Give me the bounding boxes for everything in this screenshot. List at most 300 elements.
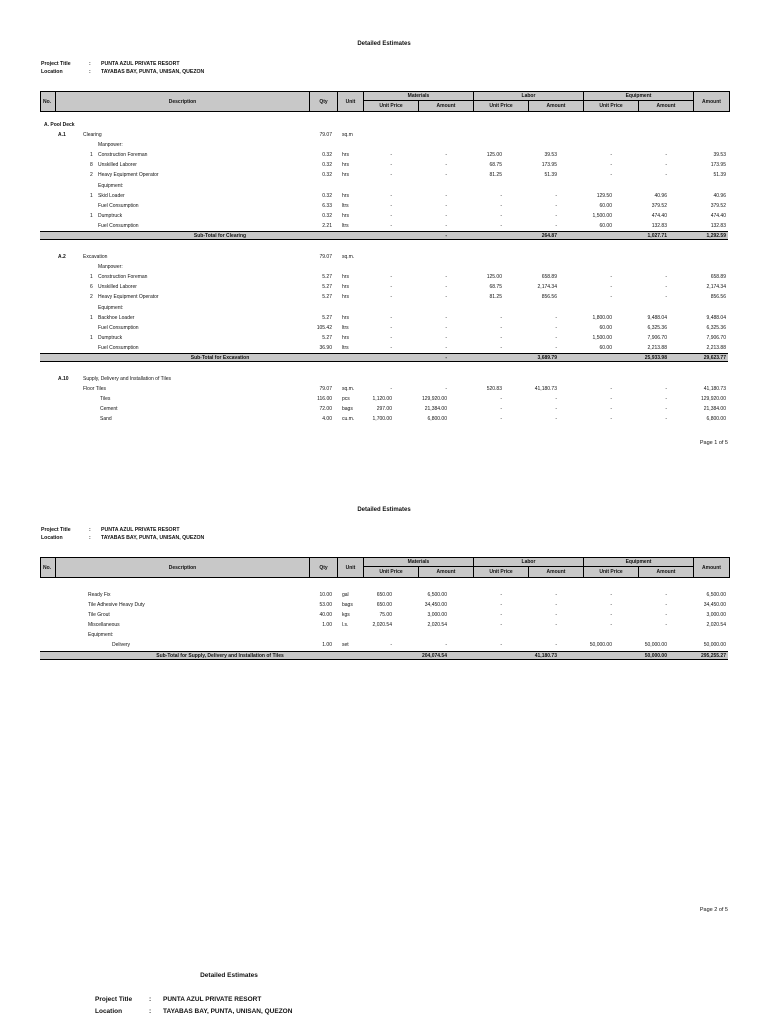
subtotal-la: 41,180.73 xyxy=(534,652,557,659)
header-materials: Materials xyxy=(363,558,473,567)
header-materials: Materials xyxy=(363,92,473,101)
cell-am: 856.56 xyxy=(710,294,726,301)
subtotal-ma: - xyxy=(445,233,447,240)
table-header xyxy=(40,91,730,112)
table-row xyxy=(40,384,728,394)
subtotal-ma: - xyxy=(445,354,447,361)
subtotal-row xyxy=(40,231,728,240)
header-amount: Amount xyxy=(693,558,729,577)
cell-mu: - xyxy=(390,324,392,331)
table-row xyxy=(40,313,728,323)
table-row xyxy=(40,272,728,282)
cell-ea: - xyxy=(665,152,667,159)
cell-mu: - xyxy=(390,172,392,179)
cell-la: - xyxy=(555,314,557,321)
cell-lu: - xyxy=(500,344,502,351)
cell-unit: ltrs xyxy=(342,324,349,331)
cell-qty: 5.27 xyxy=(322,284,332,291)
cell-qty: 10.00 xyxy=(319,592,332,598)
cell-lu: - xyxy=(500,222,502,229)
subtotal-ea: 25,933.98 xyxy=(644,354,667,361)
table-row xyxy=(40,262,728,272)
table-row xyxy=(40,170,728,180)
cell-la: - xyxy=(555,622,557,629)
cell-lu: 520.83 xyxy=(486,386,502,393)
cell-eu: - xyxy=(610,416,612,423)
row-count: 6 xyxy=(90,284,93,291)
cell-eu: 1,500.00 xyxy=(592,334,612,341)
cell-qty: 72.00 xyxy=(319,406,332,413)
row-description: Tiles xyxy=(100,396,111,403)
item-heading-row xyxy=(40,374,728,384)
item-code: A.2 xyxy=(58,254,66,261)
item-qty: 79.07 xyxy=(319,132,332,139)
cell-ea: - xyxy=(665,406,667,413)
cell-lu: 125.00 xyxy=(486,274,502,281)
cell-ma: - xyxy=(445,222,447,229)
cell-unit: hrs xyxy=(342,162,349,169)
cell-unit: cu.m. xyxy=(342,416,355,423)
cell-unit: bags xyxy=(342,406,353,413)
subtotal-label: Sub-Total for Supply, Delivery and Installation of Tiles xyxy=(156,652,284,659)
header-labor-amount: Amount xyxy=(528,101,583,111)
cell-eu: 1,800.00 xyxy=(592,314,612,321)
cell-qty: 105.42 xyxy=(316,324,332,331)
cell-unit: kgs xyxy=(342,612,350,619)
cell-unit: hrs xyxy=(342,334,349,341)
header-unit: Unit xyxy=(337,92,363,111)
header-labor-unit-price: Unit Price xyxy=(473,101,528,111)
row-description: Heavy Equipment Operator xyxy=(98,294,159,301)
row-description: Backhoe Loader xyxy=(98,314,135,321)
section-heading xyxy=(40,120,728,130)
table-row xyxy=(40,333,728,343)
cell-ma: - xyxy=(445,202,447,209)
cell-la: 39.53 xyxy=(544,152,557,159)
cell-ma: - xyxy=(445,274,447,281)
row-description: Manpower: xyxy=(98,142,123,149)
cell-am: 7,906.70 xyxy=(706,334,726,341)
cell-am: 6,500.00 xyxy=(706,592,726,598)
cell-am: 474.40 xyxy=(710,212,726,219)
cell-mu: - xyxy=(390,152,392,159)
row-description: Heavy Equipment Operator xyxy=(98,172,159,179)
cell-eu: 50,000.00 xyxy=(589,642,612,649)
cell-mu: 650.00 xyxy=(376,602,392,609)
cell-ma: 129,920.00 xyxy=(421,396,447,403)
row-description: Manpower: xyxy=(98,264,123,271)
cell-am: 379.52 xyxy=(710,202,726,209)
subtotal-la: 3,689.79 xyxy=(537,354,557,361)
cell-mu: - xyxy=(390,344,392,351)
cell-lu: - xyxy=(500,192,502,199)
row-description: Equipment: xyxy=(98,182,124,189)
cell-ma: - xyxy=(445,344,447,351)
cell-ma: - xyxy=(445,152,447,159)
table-row xyxy=(40,394,728,404)
header-no: No. xyxy=(43,564,52,571)
table-row xyxy=(40,303,728,313)
cell-eu: - xyxy=(610,274,612,281)
row-description: Fuel Consumption xyxy=(98,202,139,209)
cell-la: - xyxy=(555,416,557,423)
cell-qty: 5.27 xyxy=(322,334,332,341)
cell-la: - xyxy=(555,396,557,403)
row-description: Dumptruck xyxy=(98,334,123,341)
subtotal-ea: 50,000.00 xyxy=(644,652,667,659)
cell-ea: 2,213.88 xyxy=(647,344,667,351)
header-materials-amount: Amount xyxy=(418,567,473,577)
cell-mu: - xyxy=(390,202,392,209)
cell-unit: ltrs xyxy=(342,222,349,229)
cell-la: - xyxy=(555,612,557,619)
cell-unit: gal xyxy=(342,592,349,598)
cell-am: 132.83 xyxy=(710,222,726,229)
cell-la: - xyxy=(555,602,557,609)
cell-ma: - xyxy=(445,314,447,321)
table-row xyxy=(40,160,728,170)
table-row xyxy=(40,620,728,630)
cell-unit: sq.m. xyxy=(342,386,355,393)
cell-lu: - xyxy=(500,416,502,423)
cell-mu: - xyxy=(390,274,392,281)
cell-ea: - xyxy=(665,592,667,598)
cell-ea: 7,906.70 xyxy=(647,334,667,341)
item-qty: 79.07 xyxy=(319,254,332,261)
cell-lu: 68.75 xyxy=(489,162,502,169)
cell-la: - xyxy=(555,344,557,351)
cell-eu: - xyxy=(610,396,612,403)
header-equipment-unit-price: Unit Price xyxy=(583,101,638,111)
row-description: Unskilled Laborer xyxy=(98,162,137,169)
row-description: Tile Grout xyxy=(88,612,110,619)
row-count: 1 xyxy=(90,314,93,321)
cell-am: 40.96 xyxy=(713,192,726,199)
cell-unit: set xyxy=(342,642,349,649)
cell-mu: 2,020.54 xyxy=(372,622,392,629)
page-1 xyxy=(0,0,768,480)
table-row xyxy=(40,414,728,424)
cell-am: 3,000.00 xyxy=(706,612,726,619)
table-row xyxy=(40,404,728,414)
subtotal-am: 1,292.59 xyxy=(706,233,726,240)
cell-qty: 0.32 xyxy=(322,212,332,219)
row-count: 2 xyxy=(90,172,93,179)
row-count: 1 xyxy=(90,274,93,281)
cell-ea: - xyxy=(665,294,667,301)
row-count: 8 xyxy=(90,162,93,169)
cell-la: - xyxy=(555,324,557,331)
cell-unit: pcs xyxy=(342,396,350,403)
cell-mu: - xyxy=(390,386,392,393)
cell-ea: 40.96 xyxy=(654,192,667,199)
row-count: 2 xyxy=(90,294,93,301)
cell-ma: - xyxy=(445,324,447,331)
row-count: 1 xyxy=(90,334,93,341)
page-title: Detailed Estimates xyxy=(200,972,258,979)
subtotal-ea: 1,027.71 xyxy=(647,233,667,240)
table-row xyxy=(40,640,728,650)
page-title: Detailed Estimates xyxy=(357,41,411,47)
cell-lu: 81.25 xyxy=(489,172,502,179)
cell-qty: 0.32 xyxy=(322,152,332,159)
location-value: TAYABAS BAY, PUNTA, UNISAN, QUEZON xyxy=(101,69,205,75)
cell-am: 2,020.54 xyxy=(706,622,726,629)
cell-la: 173.95 xyxy=(541,162,557,169)
item-description: Clearing xyxy=(83,132,102,139)
cell-la: 856.56 xyxy=(541,294,557,301)
cell-am: 39.53 xyxy=(713,152,726,159)
header-labor-amount: Amount xyxy=(528,567,583,577)
table-row xyxy=(40,140,728,150)
header-qty: Qty xyxy=(309,558,337,577)
cell-unit: hrs xyxy=(342,294,349,301)
header-description: Description xyxy=(55,92,309,111)
cell-eu: - xyxy=(610,152,612,159)
header-no: No. xyxy=(43,98,52,105)
cell-lu: - xyxy=(500,314,502,321)
cell-lu: - xyxy=(500,324,502,331)
cell-eu: - xyxy=(610,602,612,609)
header-description: Description xyxy=(55,558,309,577)
cell-lu: - xyxy=(500,642,502,649)
item-heading-row xyxy=(40,130,728,140)
cell-qty: 0.32 xyxy=(322,192,332,199)
cell-ma: - xyxy=(445,284,447,291)
cell-eu: 60.00 xyxy=(599,202,612,209)
table-row xyxy=(40,181,728,191)
cell-eu: - xyxy=(610,406,612,413)
cell-qty: 0.32 xyxy=(322,162,332,169)
cell-ma: - xyxy=(445,172,447,179)
project-info: Project Title : PUNTA AZUL PRIVATE RESORT Location : TAYABAS BAY, PUNTA, UNISAN, QUEZON xyxy=(41,527,205,541)
item-description: Excavation xyxy=(83,254,108,261)
cell-qty: 53.00 xyxy=(319,602,332,609)
cell-lu: - xyxy=(500,406,502,413)
row-count: 1 xyxy=(90,192,93,199)
cell-unit: hrs xyxy=(342,314,349,321)
item-code: A.10 xyxy=(58,375,69,382)
cell-eu: - xyxy=(610,386,612,393)
cell-ma: 3,000.00 xyxy=(427,612,447,619)
cell-eu: 60.00 xyxy=(599,324,612,331)
cell-ea: - xyxy=(665,274,667,281)
cell-eu: - xyxy=(610,612,612,619)
cell-la: - xyxy=(555,334,557,341)
header-equipment-amount: Amount xyxy=(638,101,693,111)
cell-ea: - xyxy=(665,172,667,179)
cell-mu: 297.00 xyxy=(376,406,392,413)
cell-la: - xyxy=(555,592,557,598)
cell-mu: 1,700.00 xyxy=(372,416,392,423)
cell-qty: 4.00 xyxy=(322,416,332,423)
project-title-value: PUNTA AZUL PRIVATE RESORT xyxy=(101,61,180,67)
cell-mu: - xyxy=(390,212,392,219)
subtotal-am: 29,623.77 xyxy=(703,354,726,361)
cell-am: 41,180.73 xyxy=(703,386,726,393)
cell-eu: - xyxy=(610,284,612,291)
cell-lu: 125.00 xyxy=(486,152,502,159)
page-number: Page 1 of 5 xyxy=(699,440,728,446)
cell-ma: - xyxy=(445,294,447,301)
cell-unit: hrs xyxy=(342,284,349,291)
header-labor: Labor xyxy=(473,92,583,101)
cell-lu: - xyxy=(500,622,502,629)
cell-eu: 60.00 xyxy=(599,344,612,351)
subtotal-ma: 204,074.54 xyxy=(421,652,447,659)
cell-qty: 2.21 xyxy=(322,222,332,229)
table-row xyxy=(40,323,728,333)
cell-qty: 1.00 xyxy=(322,642,332,649)
cell-ea: 474.40 xyxy=(651,212,667,219)
row-description: Floor Tiles xyxy=(83,386,107,393)
table-row xyxy=(40,343,728,353)
cell-qty: 5.27 xyxy=(322,314,332,321)
cell-mu: - xyxy=(390,162,392,169)
cell-am: 51.39 xyxy=(713,172,726,179)
cell-mu: - xyxy=(390,642,392,649)
row-description: Ready Fix xyxy=(88,592,111,598)
cell-ea: - xyxy=(665,612,667,619)
cell-mu: - xyxy=(390,222,392,229)
cell-ma: - xyxy=(445,386,447,393)
page-2 xyxy=(0,480,768,950)
page-number: Page 2 of 5 xyxy=(699,907,728,913)
page-3 xyxy=(0,950,768,1024)
cell-ea: - xyxy=(665,162,667,169)
cell-mu: - xyxy=(390,334,392,341)
header-amount: Amount xyxy=(693,92,729,111)
cell-ea: - xyxy=(665,386,667,393)
table-row xyxy=(40,150,728,160)
cell-qty: 1.00 xyxy=(322,622,332,629)
cell-am: 9,488.04 xyxy=(706,314,726,321)
cell-unit: ltrs xyxy=(342,202,349,209)
cell-ma: 6,800.00 xyxy=(427,416,447,423)
cell-eu: - xyxy=(610,592,612,598)
cell-la: - xyxy=(555,202,557,209)
row-description: Tile Adhesive Heavy Duty xyxy=(88,602,145,609)
row-description: Equipment: xyxy=(98,304,124,311)
header-equipment-unit-price: Unit Price xyxy=(583,567,638,577)
header-equipment: Equipment xyxy=(583,558,693,567)
cell-mu: - xyxy=(390,284,392,291)
table-row xyxy=(40,201,728,211)
cell-la: - xyxy=(555,192,557,199)
cell-ma: - xyxy=(445,162,447,169)
cell-ea: - xyxy=(665,396,667,403)
item-code: A.1 xyxy=(58,132,66,139)
cell-qty: 79.07 xyxy=(319,386,332,393)
spacer xyxy=(40,240,728,252)
cell-unit: hrs xyxy=(342,172,349,179)
cell-lu: - xyxy=(500,592,502,598)
cell-am: 6,325.36 xyxy=(706,324,726,331)
item-unit: sq.m. xyxy=(342,254,355,261)
cell-mu: - xyxy=(390,294,392,301)
cell-unit: hrs xyxy=(342,152,349,159)
cell-am: 6,800.00 xyxy=(706,416,726,423)
cell-eu: - xyxy=(610,172,612,179)
header-materials-unit-price: Unit Price xyxy=(363,567,418,577)
cell-mu: 1,120.00 xyxy=(372,396,392,403)
cell-am: 658.89 xyxy=(710,274,726,281)
cell-ea: - xyxy=(665,416,667,423)
row-description: Equipment: xyxy=(88,632,114,639)
cell-am: 2,174.34 xyxy=(706,284,726,291)
row-description: Sand xyxy=(100,416,112,423)
cell-mu: 650.00 xyxy=(376,592,392,598)
cell-qty: 5.27 xyxy=(322,274,332,281)
cell-am: 21,384.00 xyxy=(703,406,726,413)
cell-la: - xyxy=(555,642,557,649)
cell-unit: hrs xyxy=(342,274,349,281)
cell-eu: - xyxy=(610,622,612,629)
cell-eu: - xyxy=(610,294,612,301)
subtotal-label: Sub-Total for Clearing xyxy=(193,233,247,240)
cell-la: - xyxy=(555,222,557,229)
header-labor-unit-price: Unit Price xyxy=(473,567,528,577)
subtotal-la: 264.87 xyxy=(541,233,557,240)
row-description: Miscellaneous xyxy=(88,622,120,629)
cell-la: - xyxy=(555,212,557,219)
row-description: Delivery xyxy=(112,642,131,649)
cell-am: 2,213.88 xyxy=(706,344,726,351)
project-title-label: Project Title xyxy=(41,61,71,67)
cell-lu: - xyxy=(500,396,502,403)
table-header xyxy=(40,557,730,578)
cell-qty: 36.90 xyxy=(319,344,332,351)
location-label: Location xyxy=(41,69,63,75)
cell-eu: 1,500.00 xyxy=(592,212,612,219)
cell-lu: - xyxy=(500,602,502,609)
cell-ma: 2,020.54 xyxy=(427,622,447,629)
row-description: Fuel Consumption xyxy=(98,324,139,331)
item-description: Supply, Delivery and Installation of Tiles xyxy=(83,375,172,382)
cell-qty: 5.27 xyxy=(322,294,332,301)
cell-mu: - xyxy=(390,314,392,321)
cell-qty: 40.00 xyxy=(319,612,332,619)
cell-ea: - xyxy=(665,622,667,629)
cell-qty: 116.00 xyxy=(317,396,332,403)
cell-unit: l.s. xyxy=(342,622,349,629)
cell-ea: 50,000.00 xyxy=(644,642,667,649)
cell-ma: 6,500.00 xyxy=(427,592,447,598)
cell-eu: 129.50 xyxy=(596,192,612,199)
cell-lu: - xyxy=(500,612,502,619)
cell-ea: 6,325.36 xyxy=(647,324,667,331)
section-title: A. Pool Deck xyxy=(44,122,75,128)
table-row xyxy=(40,191,728,201)
row-description: Skid Loader xyxy=(98,192,125,199)
table-row xyxy=(40,590,728,600)
cell-unit: hrs xyxy=(342,192,349,199)
cell-eu: - xyxy=(610,162,612,169)
subtotal-am: 295,255.27 xyxy=(700,652,726,659)
cell-am: 173.95 xyxy=(710,162,726,169)
cell-unit: ltrs xyxy=(342,344,349,351)
cell-la: 51.39 xyxy=(544,172,557,179)
cell-ea: - xyxy=(665,602,667,609)
page-title: Detailed Estimates xyxy=(357,507,411,513)
cell-qty: 6.33 xyxy=(322,202,332,209)
cell-ea: 379.52 xyxy=(651,202,667,209)
row-description: Fuel Consumption xyxy=(98,222,139,229)
table-row xyxy=(40,282,728,292)
header-equipment-amount: Amount xyxy=(638,567,693,577)
cell-ea: 9,488.04 xyxy=(647,314,667,321)
table-row xyxy=(40,610,728,620)
